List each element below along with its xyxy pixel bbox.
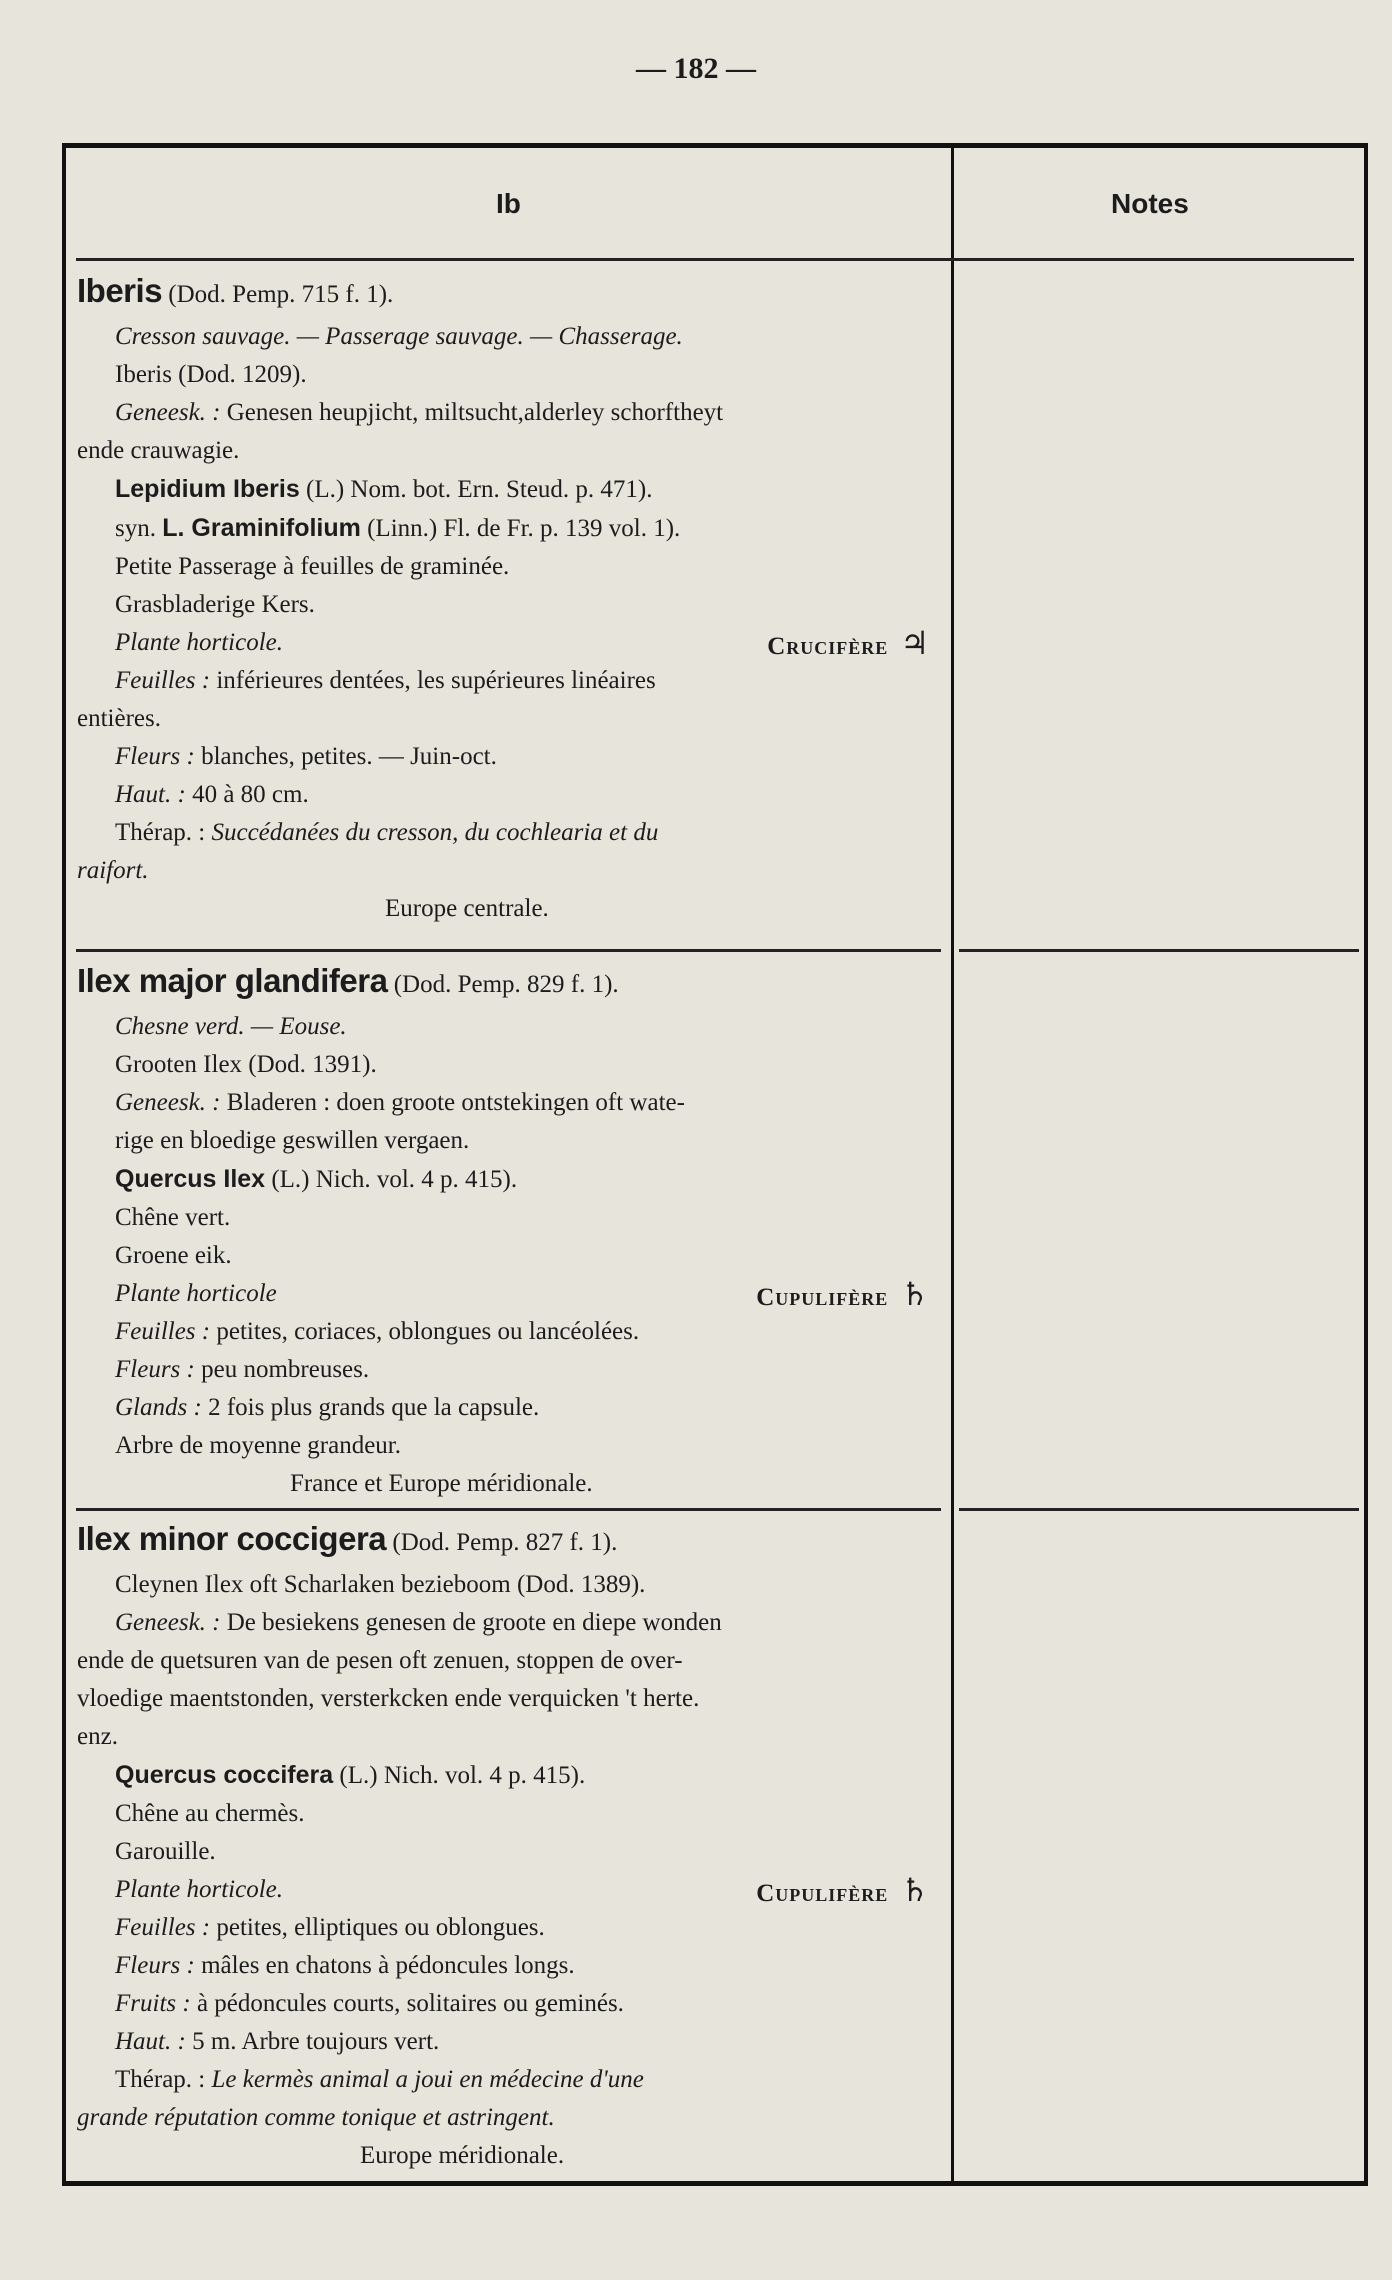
botanical-name-line	[115, 470, 930, 509]
medicinal-label: Geneesk. :	[115, 1609, 221, 1636]
medicinal-text: De besiekens genesen de groote en diepe wonden	[220, 1609, 722, 1636]
entry-reference: (Dod. Pemp. 827 f. 1).	[386, 1529, 618, 1556]
plant-family	[756, 1871, 930, 1913]
flowers-line	[115, 1351, 930, 1389]
flowers-text: mâles en chatons à pédoncules longs.	[194, 1952, 575, 1979]
medicinal-text: Bladeren : doen groote ontstekingen oft wate-	[220, 1089, 685, 1116]
medicinal-text: Genesen heupjicht, miltsucht,alderley schorftheyt	[220, 399, 724, 426]
dodoens-reference: Iberis (Dod. 1209).	[115, 361, 307, 388]
medicinal-text-cont: ende crauwagie.	[77, 437, 240, 464]
plant-family	[756, 1275, 930, 1317]
leaves-line	[115, 1909, 930, 1947]
flowers-text: blanches, petites. — Juin-oct.	[194, 743, 497, 770]
flowers-line	[115, 738, 930, 776]
cultivation-line	[115, 1275, 930, 1313]
medicinal-use	[115, 394, 930, 432]
entry-rule	[76, 949, 941, 952]
flowers-label: Fleurs :	[115, 743, 195, 770]
entry-title: Ilex minor coccigera	[77, 1520, 387, 1557]
medicinal-text-cont: vloedige maentstonden, versterkcken ende verquicken 't herte.	[77, 1685, 700, 1712]
entry-rule	[76, 1508, 941, 1511]
entry-ilex-minor	[77, 1516, 930, 2175]
cultivation-line	[115, 624, 930, 662]
entry-title-line	[77, 1516, 930, 1566]
flowers-label: Fleurs :	[115, 1356, 195, 1383]
dutch-name: Grasbladerige Kers.	[115, 591, 315, 618]
entry-title-line	[77, 958, 930, 1008]
therapy-label: Thérap. :	[115, 819, 212, 846]
leaves-text: inférieures dentées, les supérieures linéaires	[210, 667, 656, 694]
botanical-name: Lepidium Iberis	[115, 475, 300, 503]
leaves-label: Feuilles :	[115, 1914, 211, 1941]
entry-title: Iberis	[77, 272, 163, 309]
height-label: Haut. :	[115, 781, 186, 808]
size-note: Arbre de moyenne grandeur.	[115, 1432, 401, 1459]
french-name: Chêne au chermès.	[115, 1800, 305, 1827]
leaves-line	[115, 662, 930, 700]
therapy-text-cont: raifort.	[77, 857, 149, 884]
column-divider	[951, 148, 954, 2181]
height-label: Haut. :	[115, 2028, 186, 2055]
therapy-line	[115, 814, 930, 852]
entry-title: Ilex major glandifera	[77, 962, 388, 999]
therapy-line	[115, 2061, 930, 2099]
french-name: Chêne vert.	[115, 1204, 231, 1231]
family-name: Cupulifère	[756, 1880, 889, 1907]
common-names: Cresson sauvage. — Passerage sauvage. — Chasserage.	[115, 323, 683, 350]
fruits-line	[115, 1985, 930, 2023]
botanical-name: Quercus coccifera	[115, 1761, 334, 1789]
plant-family	[767, 624, 930, 666]
entry-ilex-major	[77, 958, 930, 1503]
botanical-reference: (L.) Nich. vol. 4 p. 415).	[333, 1762, 586, 1789]
height-text: 5 m. Arbre toujours vert.	[185, 2028, 440, 2055]
medicinal-use	[115, 1084, 930, 1122]
leaves-label: Feuilles :	[115, 1318, 211, 1345]
dutch-name: Groene eik.	[115, 1242, 232, 1269]
page-number: — 182 —	[636, 52, 756, 85]
family-name: Cupulifère	[756, 1284, 889, 1311]
medicinal-use	[115, 1604, 930, 1642]
medicinal-label: Geneesk. :	[115, 1089, 221, 1116]
height-text: 40 à 80 cm.	[185, 781, 309, 808]
acorns-line	[115, 1389, 930, 1427]
family-name: Crucifère	[767, 633, 889, 660]
flowers-label: Fleurs :	[115, 1952, 195, 1979]
medicinal-label: Geneesk. :	[115, 399, 221, 426]
cultivation: Plante horticole.	[115, 629, 284, 656]
flowers-text: peu nombreuses.	[194, 1356, 370, 1383]
fruits-text: à pédoncules courts, solitaires ou geminés.	[190, 1990, 624, 2017]
height-line	[115, 776, 930, 814]
therapy-text: Le kermès animal a joui en médecine d'une	[211, 2066, 644, 2093]
botanical-reference: (L.) Nom. bot. Ern. Steud. p. 471).	[299, 476, 653, 503]
dodoens-reference: Grooten Ilex (Dod. 1391).	[115, 1051, 377, 1078]
french-name-alt: Garouille.	[115, 1838, 216, 1865]
cultivation: Plante horticole.	[115, 1876, 284, 1903]
leaves-text: petites, coriaces, oblongues ou lancéolées.	[210, 1318, 640, 1345]
medicinal-text-cont: ende de quetsuren van de pesen oft zenuen, stoppen de over-	[77, 1647, 683, 1674]
height-line	[115, 2023, 930, 2061]
synonym-line	[115, 509, 930, 548]
entry-reference: (Dod. Pemp. 829 f. 1).	[387, 971, 619, 998]
french-name: Petite Passerage à feuilles de graminée.	[115, 553, 510, 580]
distribution: Europe méridionale.	[360, 2142, 565, 2169]
acorns-text: 2 fois plus grands que la capsule.	[201, 1394, 540, 1421]
header-rule	[76, 258, 1354, 261]
cultivation-line	[115, 1871, 930, 1909]
leaves-text: petites, elliptiques ou oblongues.	[210, 1914, 545, 1941]
botanical-reference: (L.) Nich. vol. 4 p. 415).	[265, 1166, 518, 1193]
leaves-label: Feuilles :	[115, 667, 211, 694]
entry-title-line	[77, 268, 930, 318]
common-names: Chesne verd. — Eouse.	[115, 1013, 347, 1040]
botanical-name-line	[115, 1160, 930, 1199]
distribution: Europe centrale.	[385, 895, 549, 922]
synonym-label: syn.	[115, 515, 163, 542]
notes-rule	[959, 1508, 1359, 1511]
acorns-label: Glands :	[115, 1394, 202, 1421]
tree-symbol-icon: ♄	[900, 1872, 930, 1908]
synonym-name: L. Graminifolium	[162, 514, 361, 542]
distribution: France et Europe méridionale.	[290, 1470, 593, 1497]
entry-reference: (Dod. Pemp. 715 f. 1).	[162, 281, 394, 308]
dodoens-reference: Cleynen Ilex oft Scharlaken bezieboom (Dod. 1389).	[115, 1571, 646, 1598]
leaves-text-cont: entières.	[77, 705, 161, 732]
therapy-text: Succédanées du cresson, du cochlearia et du	[211, 819, 659, 846]
botanical-name-line	[115, 1756, 930, 1795]
botanical-name: Quercus Ilex	[115, 1165, 266, 1193]
therapy-text-cont: grande réputation comme tonique et astringent.	[77, 2104, 555, 2131]
notes-rule	[959, 949, 1359, 952]
fruits-label: Fruits :	[115, 1990, 191, 2017]
synonym-reference: (Linn.) Fl. de Fr. p. 139 vol. 1).	[360, 515, 681, 542]
column-header-ib: Ib	[496, 188, 521, 219]
leaves-line	[115, 1313, 930, 1351]
tree-symbol-icon: ♄	[900, 1276, 930, 1312]
column-header-notes: Notes	[1111, 188, 1189, 219]
flowers-line	[115, 1947, 930, 1985]
cultivation: Plante horticole	[115, 1280, 277, 1307]
entry-iberis	[77, 268, 930, 928]
perennial-symbol-icon: ♃	[900, 625, 930, 661]
therapy-label: Thérap. :	[115, 2066, 212, 2093]
medicinal-text-cont: enz.	[77, 1723, 118, 1750]
medicinal-text-cont: rige en bloedige geswillen vergaen.	[115, 1127, 470, 1154]
